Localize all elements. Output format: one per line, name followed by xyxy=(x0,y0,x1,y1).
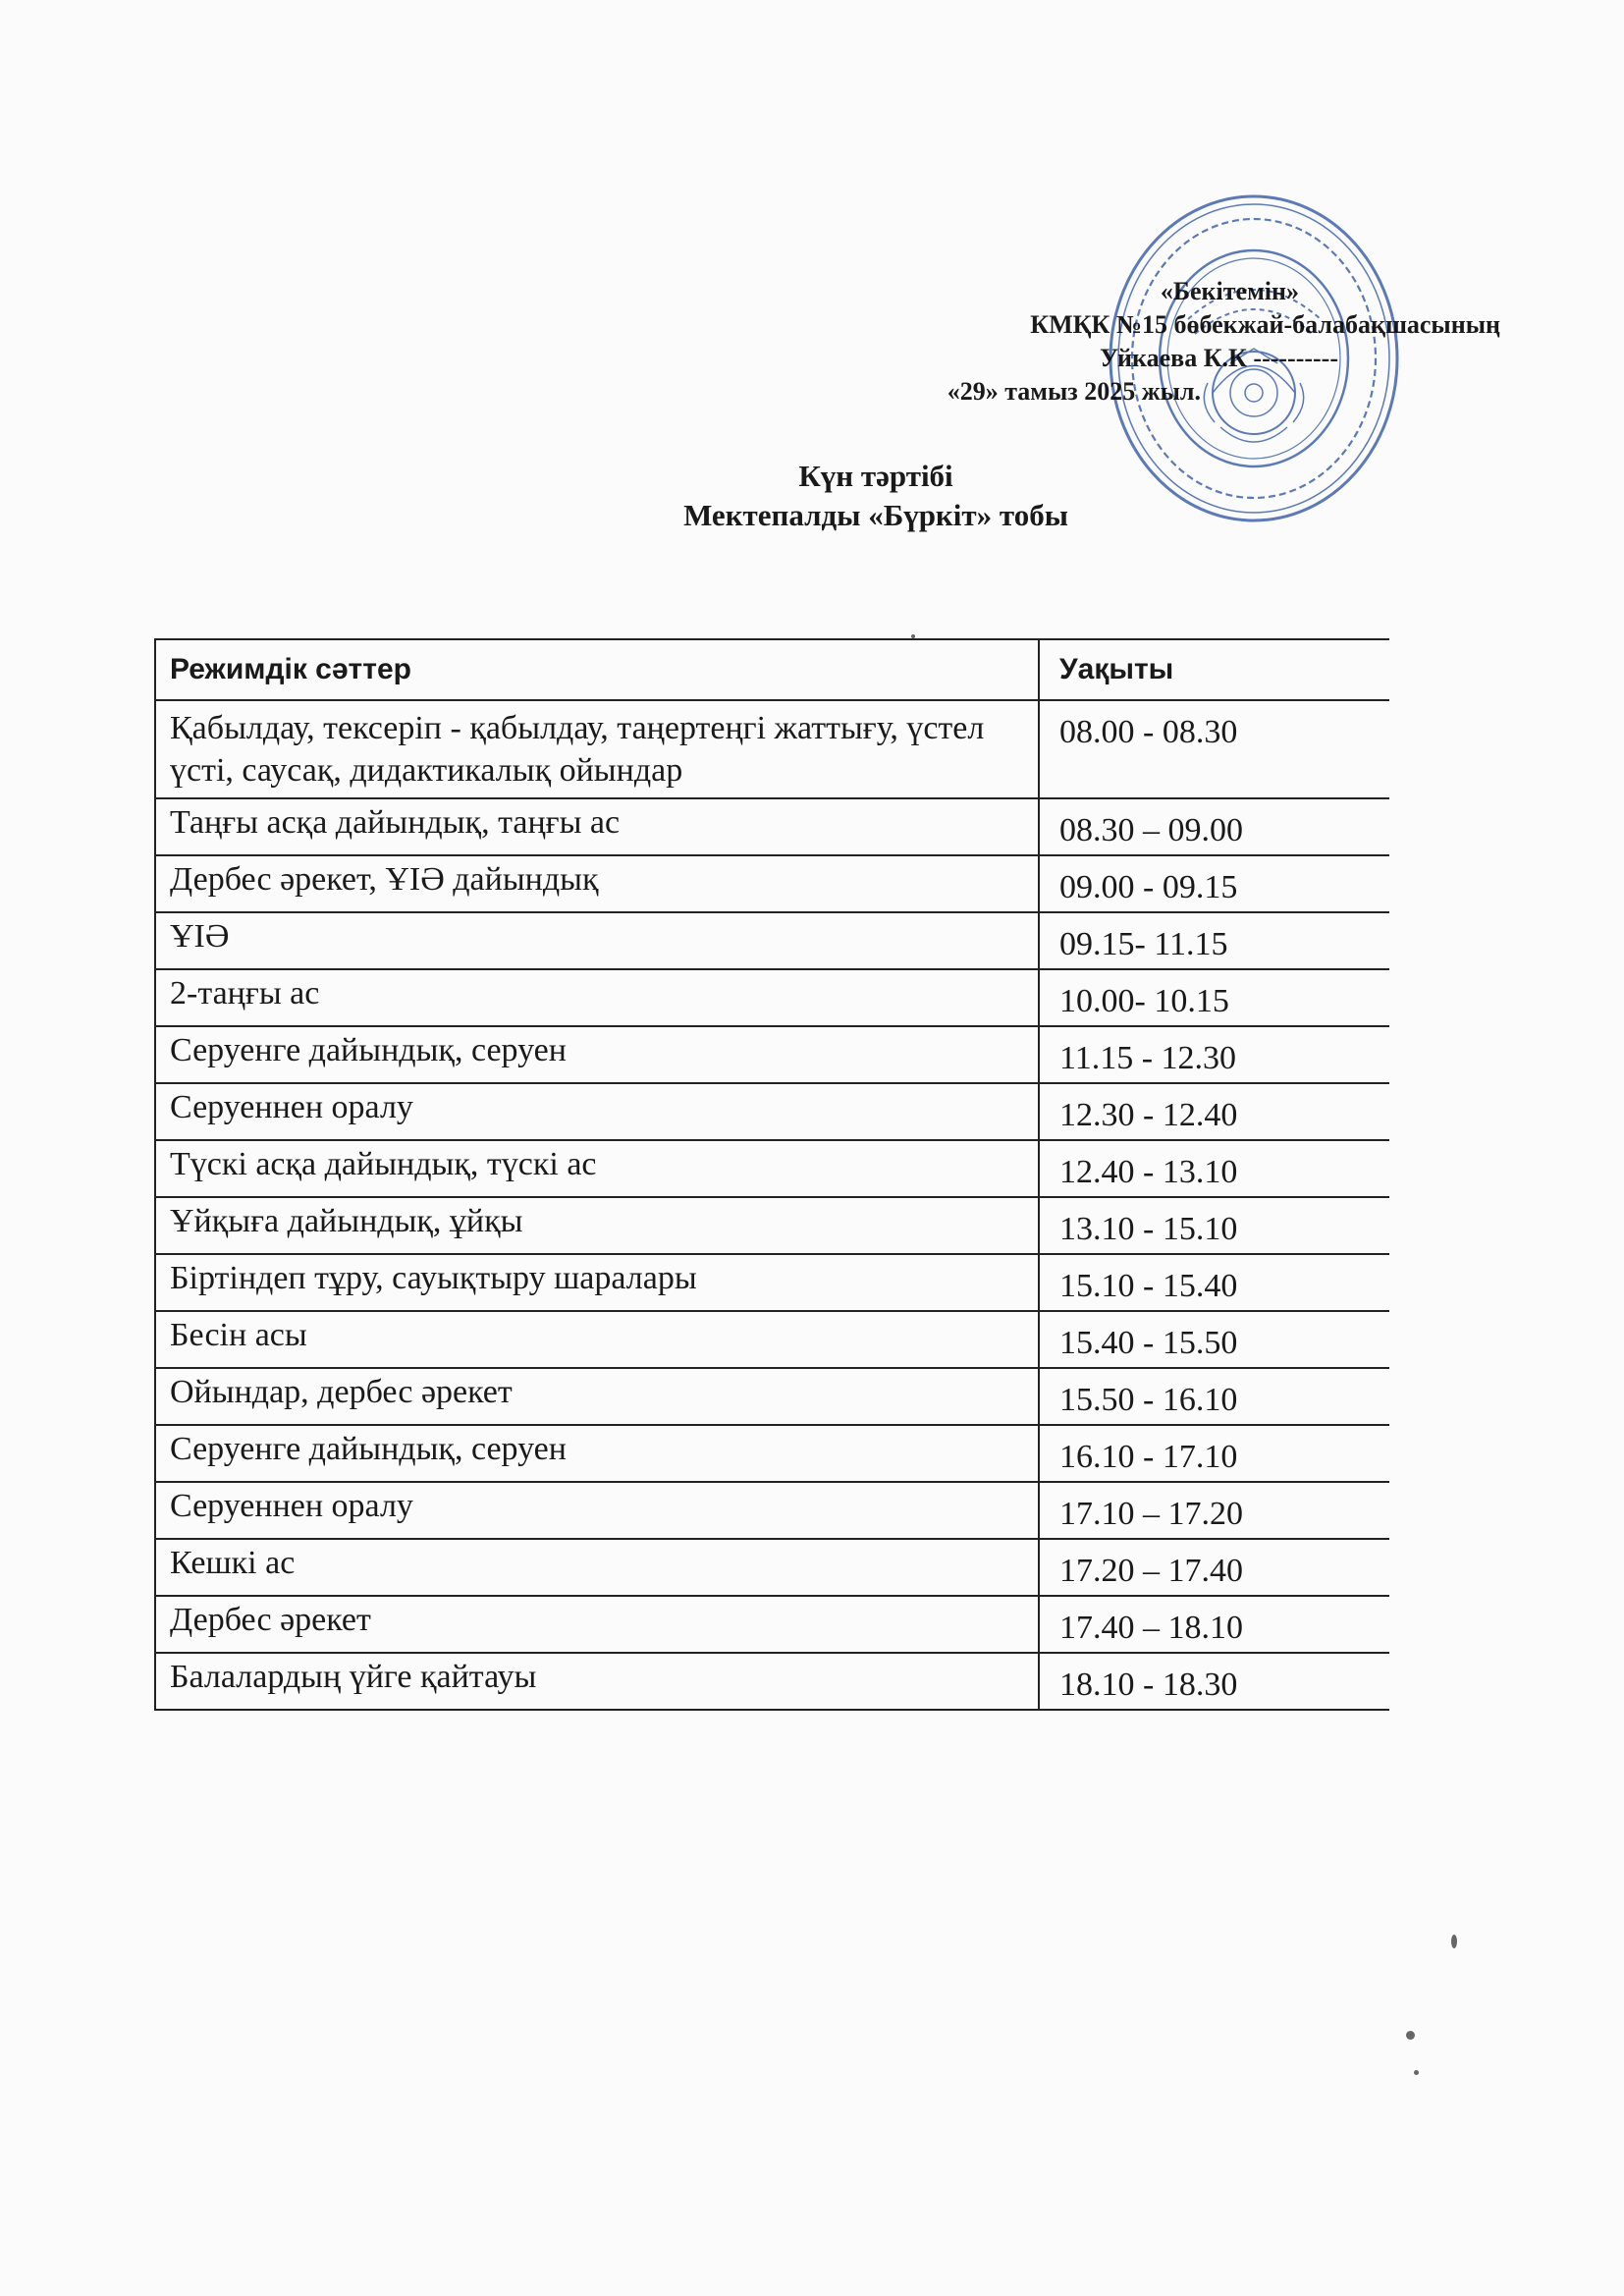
table-row xyxy=(155,912,1389,969)
scan-speck xyxy=(911,634,915,638)
row-time: 08.30 – 09.00 xyxy=(1039,798,1389,855)
approval-signatory: Уйкаева К.К ---------- xyxy=(1099,344,1338,372)
page-title: Күн тәртібі xyxy=(798,459,953,493)
row-activity: Біртіндеп тұру, сауықтыру шаралары xyxy=(155,1254,1039,1311)
row-activity: Дербес әрекет xyxy=(155,1596,1039,1653)
row-activity: Бесін асы xyxy=(155,1311,1039,1368)
approval-date: «29» тамыз 2025 жыл. xyxy=(947,377,1201,406)
row-activity: Серуеннен оралу xyxy=(155,1482,1039,1539)
row-time: 15.10 - 15.40 xyxy=(1039,1254,1389,1311)
approval-organization: КМҚК №15 бөбекжай-балабақшасының xyxy=(1030,310,1500,339)
row-activity: Ойындар, дербес әрекет xyxy=(155,1368,1039,1425)
row-time: 09.00 - 09.15 xyxy=(1039,855,1389,912)
row-activity: Серуенге дайындық, серуен xyxy=(155,1026,1039,1083)
scan-speck xyxy=(1406,2031,1415,2040)
table-row xyxy=(155,1311,1389,1368)
row-time: 16.10 - 17.10 xyxy=(1039,1425,1389,1482)
table-row xyxy=(155,1083,1389,1140)
table-row xyxy=(155,1368,1389,1425)
row-time: 18.10 - 18.30 xyxy=(1039,1653,1389,1710)
table-row xyxy=(155,1197,1389,1254)
daily-schedule-table xyxy=(154,638,1389,1711)
row-time: 17.40 – 18.10 xyxy=(1039,1596,1389,1653)
table-row xyxy=(155,1539,1389,1596)
row-time: 15.40 - 15.50 xyxy=(1039,1311,1389,1368)
row-time: 09.15- 11.15 xyxy=(1039,912,1389,969)
row-activity: ҰІӘ xyxy=(155,912,1039,969)
row-activity: Қабылдау, тексеріп - қабылдау, таңертеңгі жаттығу, үстел үсті, саусақ, дидактикалық ойындар xyxy=(155,700,1039,798)
header-activity: Режимдік сәттер xyxy=(155,639,1039,700)
table-row xyxy=(155,1254,1389,1311)
scan-speck xyxy=(1414,2070,1419,2075)
table-row xyxy=(155,855,1389,912)
table-row xyxy=(155,1653,1389,1710)
row-activity: Таңғы асқа дайындық, таңғы ас xyxy=(155,798,1039,855)
row-activity: Ұйқыға дайындық, ұйқы xyxy=(155,1197,1039,1254)
row-activity: Дербес әрекет, ҰІӘ дайындық xyxy=(155,855,1039,912)
table-row xyxy=(155,1425,1389,1482)
row-time: 10.00- 10.15 xyxy=(1039,969,1389,1026)
row-time: 11.15 - 12.30 xyxy=(1039,1026,1389,1083)
scan-speck xyxy=(1451,1935,1457,1948)
row-activity: Серуенге дайындық, серуен xyxy=(155,1425,1039,1482)
table-row xyxy=(155,1596,1389,1653)
row-time: 17.10 – 17.20 xyxy=(1039,1482,1389,1539)
row-activity: Серуеннен оралу xyxy=(155,1083,1039,1140)
row-time: 13.10 - 15.10 xyxy=(1039,1197,1389,1254)
row-time: 12.30 - 12.40 xyxy=(1039,1083,1389,1140)
group-subtitle: Мектепалды «Бүркіт» тобы xyxy=(683,498,1068,532)
row-activity: 2-таңғы ас xyxy=(155,969,1039,1026)
row-time: 15.50 - 16.10 xyxy=(1039,1368,1389,1425)
row-time: 12.40 - 13.10 xyxy=(1039,1140,1389,1197)
table-row xyxy=(155,1482,1389,1539)
row-activity: Түскі асқа дайындық, түскі ас xyxy=(155,1140,1039,1197)
table-header-row xyxy=(155,639,1389,700)
table-row xyxy=(155,1026,1389,1083)
row-activity: Балалардың үйге қайтауы xyxy=(155,1653,1039,1710)
table-row xyxy=(155,1140,1389,1197)
table-row xyxy=(155,969,1389,1026)
table-row xyxy=(155,798,1389,855)
table-row xyxy=(155,700,1389,798)
approval-heading: «Бекітемін» xyxy=(1160,277,1299,305)
row-time: 08.00 - 08.30 xyxy=(1039,700,1389,798)
header-time: Уақыты xyxy=(1039,639,1389,700)
official-stamp-seal xyxy=(1105,191,1404,525)
row-activity: Кешкі ас xyxy=(155,1539,1039,1596)
row-time: 17.20 – 17.40 xyxy=(1039,1539,1389,1596)
